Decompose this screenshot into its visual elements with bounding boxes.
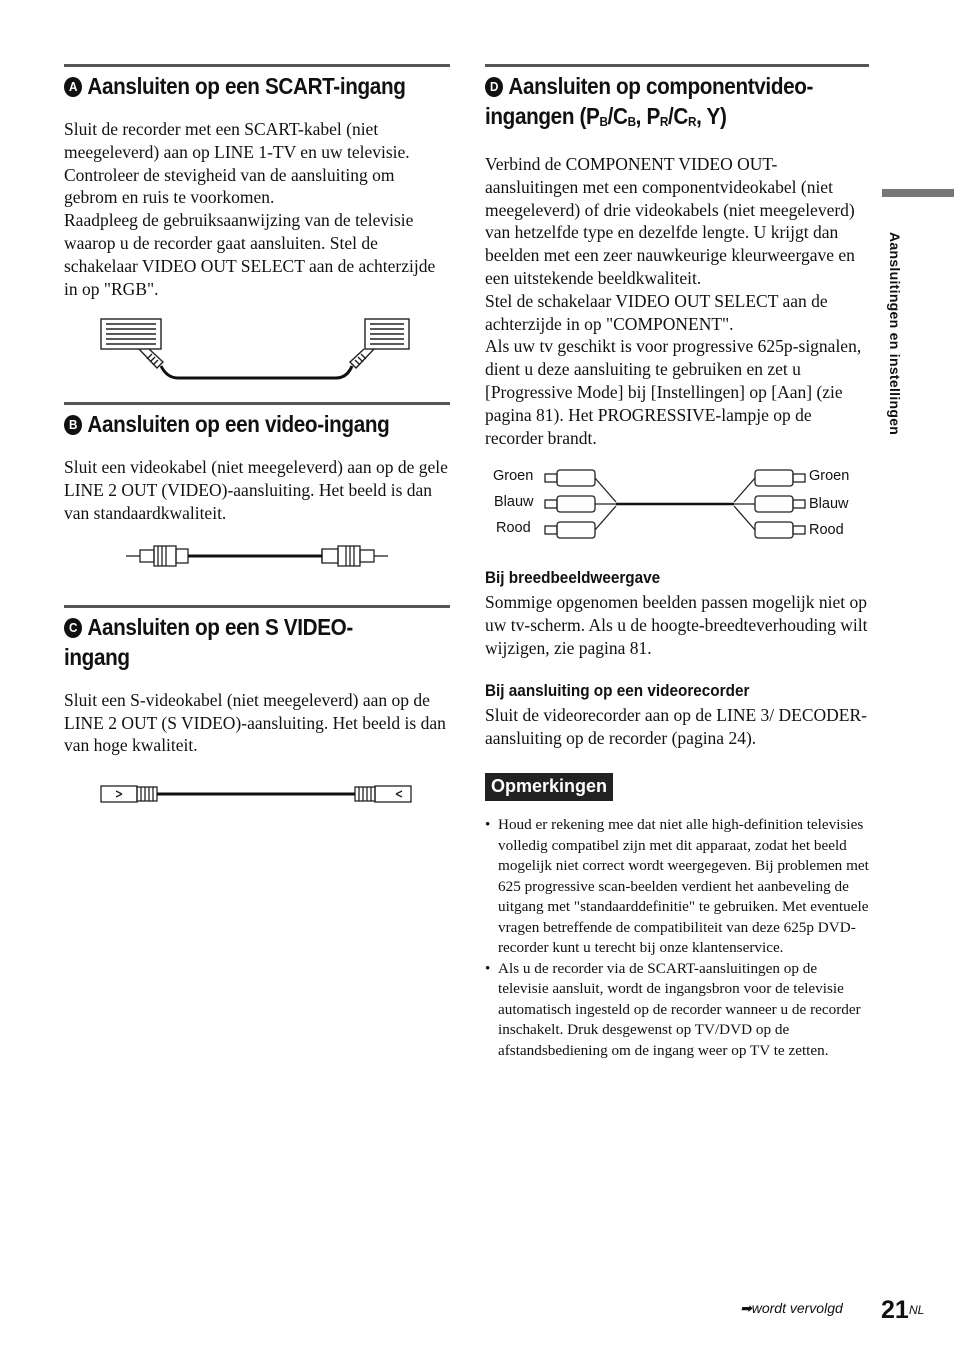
section-d-title-line1: Aansluiten op componentvideo- [508, 73, 814, 99]
section-d-heading [485, 71, 869, 137]
widescreen-body: Sommige opgenomen beelden passen mogelijk niet op uw tv-scherm. Als u de hoogte-breedteverhouding wilt wijzigen, zie pagina 81. [485, 592, 868, 658]
continued-notice [740, 1300, 843, 1317]
component-cable-illustration [485, 465, 869, 549]
right-plug-group [734, 470, 805, 538]
component-label-right-red: Rood [809, 522, 844, 539]
section-a-heading [64, 71, 450, 101]
section-b-title: Aansluiten op een video-ingang [87, 411, 390, 438]
vcr-heading: Bij aansluiting op een videorecorder [485, 680, 750, 700]
section-d-sub-r2: R [687, 114, 697, 129]
section-d-title-end: , Y) [696, 103, 727, 129]
section-d-slash2: /C [668, 103, 688, 129]
notes-list [485, 815, 869, 1061]
section-d-sub-r1: R [659, 114, 669, 129]
vcr-body: Sluit de videorecorder aan op de LINE 3/ DECODER-aansluiting op de recorder (pagina 24). [485, 704, 867, 748]
section-c-badge: C [64, 618, 82, 638]
page-number: 21 [881, 1296, 909, 1324]
notes-item: • Als u de recorder via de SCART-aansluitingen op de televisie aansluit, wordt de ingangsbron voor de televisie automatisch ingesteld op de recorder wanneer u de recorder inschakelt. Druk desgewenst op TV/DVD op de afstandsbediening om de ingang weer op TV te zetten. [485, 959, 869, 1062]
section-d-title-line2-prefix: ingangen (P [485, 103, 600, 129]
section-c-heading [64, 612, 450, 672]
section-c-rule [64, 605, 450, 608]
widescreen-heading: Bij breedbeeldweergave [485, 568, 661, 588]
continued-text: wordt vervolgd [751, 1300, 843, 1316]
sidebar-section-label: Aansluitingen en instellingen [887, 232, 903, 436]
section-d-body-p3: Als uw tv geschikt is voor progressive 625p-signalen, dient u deze aansluiting te gebruiken en zet u [Progressive Mode] bij [Instellingen] op [Aan] (zie pagina 81). Het PROGRESSIVE-lampje op de recorder brandt. [485, 336, 862, 448]
section-d-rule [485, 64, 869, 67]
section-d-sub-b2: B [627, 114, 636, 129]
section-a-body-p2: Raadpleeg de gebruiksaanwijzing van de televisie waarop u de recorder gaat aansluiten. Stel de schakelaar VIDEO OUT SELECT aan de achterzijde in op "RGB". [64, 210, 436, 299]
s-video-cable-illustration [64, 781, 450, 807]
notes-section [485, 773, 869, 1061]
section-a-badge: A [64, 77, 82, 97]
section-c-title-line1: Aansluiten op een S VIDEO- [87, 613, 353, 640]
section-c-body: Sluit een S-videokabel (niet meegeleverd) aan op de LINE 2 OUT (S VIDEO)-aansluiting. Het beeld is dan van hoge kwaliteit. [64, 689, 446, 756]
section-d-sub-b1: B [599, 114, 608, 129]
component-label-left-blue: Blauw [494, 494, 534, 511]
component-label-right-blue: Blauw [809, 496, 849, 513]
right-column [485, 64, 869, 1061]
section-b-rule [64, 402, 450, 405]
section-d-body-p1: Verbind de COMPONENT VIDEO OUT-aansluitingen met een componentvideokabel (niet meegeleverd) of drie videokabels (niet meegeleverd) van hetzelfde type en dezelfde lengte. U krijgt dan beelden met een zeer nauwkeurige kleurweergave en een uitstekende beeldkwaliteit. [485, 154, 855, 288]
left-column [64, 64, 450, 807]
section-b-body: Sluit een videokabel (niet meegeleverd) aan op de gele LINE 2 OUT (VIDEO)-aansluiting. Het beeld is dan van standaardkwaliteit. [64, 457, 448, 523]
section-a-title: Aansluiten op een SCART-ingang [87, 73, 406, 99]
left-plug-group [545, 470, 616, 538]
section-d-comma: , P [635, 103, 660, 129]
page-language-suffix: NL [909, 1303, 925, 1317]
component-label-left-red: Rood [496, 520, 531, 537]
section-a-body [64, 118, 450, 300]
section-c-title-line2: ingang [64, 643, 130, 670]
section-b-heading [64, 409, 450, 439]
notes-item: • Houd er rekening mee dat niet alle high-definition televisies volledig compatibel zijn met dit apparaat, zodat het beeld mogelijk niet correct wordt weergegeven. Bij problemen met 625 progressive scan-beelden verdient het aanbeveling de uitgang met "standaarddefinitie" te gebruiken. Met eventuele vragen betreffende de compatibiliteit van deze 625p DVD-recorder kunt u terecht bij onze klantenservice. [485, 815, 869, 959]
continued-arrow-icon: ➡ [740, 1300, 752, 1316]
scart-cable-illustration [64, 316, 450, 388]
section-d-body [485, 153, 869, 449]
component-label-left-green: Groen [493, 468, 534, 485]
section-d-body-p2: Stel de schakelaar VIDEO OUT SELECT aan de achterzijde in op "COMPONENT". [485, 290, 828, 334]
notes-label: Opmerkingen [485, 773, 613, 801]
component-label-right-green: Groen [809, 468, 850, 485]
video-cable-illustration [64, 541, 450, 571]
section-a-rule [64, 64, 450, 67]
sidebar-tab-bar [882, 189, 954, 197]
section-a-body-p1: Sluit de recorder met een SCART-kabel (niet meegeleverd) aan op LINE 1-TV en uw televisie. Controleer de stevigheid van de aansluiting om gebrom en ruis te voorkomen. [64, 119, 410, 208]
section-b-badge: B [64, 415, 82, 435]
section-d-badge: D [485, 77, 503, 97]
section-d-slash1: /C [607, 103, 628, 129]
